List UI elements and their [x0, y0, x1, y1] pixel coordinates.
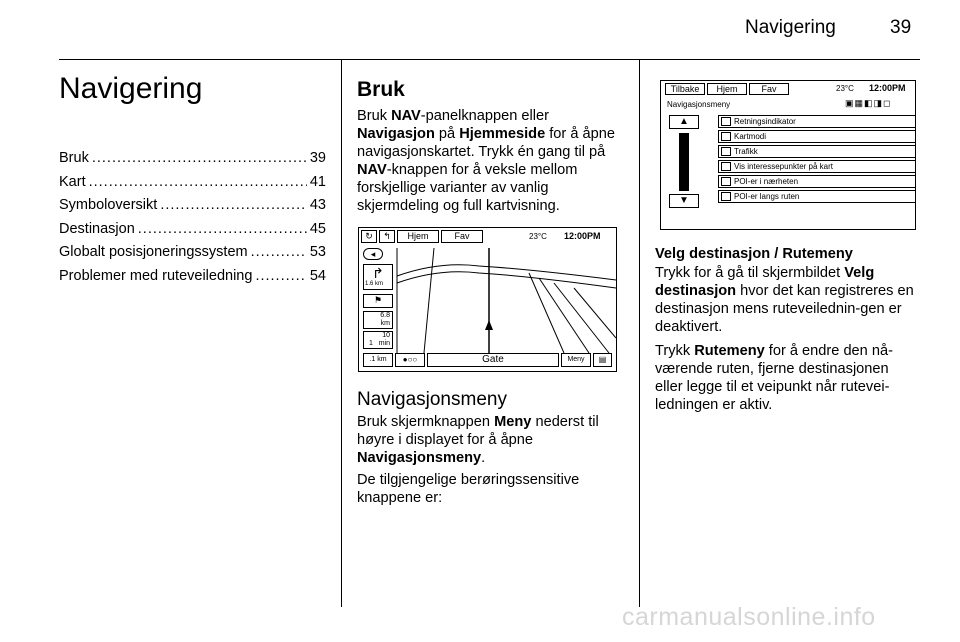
remaining-time-unit: min [378, 340, 390, 347]
speaker-icon[interactable]: ◂ [363, 248, 383, 260]
toc-entry-page: 43 [309, 197, 326, 213]
text-run: . [481, 450, 486, 466]
menu-item-label: Trafikk [734, 147, 758, 156]
bold-term: Hjemmeside [459, 126, 546, 142]
menu-item-icon [721, 192, 731, 201]
map-screen-figure [358, 227, 617, 372]
bruk-paragraph [357, 107, 629, 215]
menu-item-label: Vis interessepunkter på kart [734, 162, 834, 171]
toc-entry-page: 45 [309, 220, 326, 237]
bold-term: Velg destinasjon [655, 265, 875, 299]
toc-entry[interactable] [59, 244, 326, 260]
toc-entry[interactable] [59, 150, 326, 166]
scroll-down-button[interactable]: ▼ [669, 194, 699, 208]
toc-leader-dots [89, 174, 307, 190]
menu-screen-figure [660, 80, 916, 230]
text-run: Trykk for å gå til skjermbildet [655, 265, 845, 281]
menu-item-icon [721, 162, 731, 171]
menu-item-label: Kartmodi [734, 132, 767, 141]
toc-leader-dots [160, 197, 307, 213]
home-button[interactable]: Hjem [397, 230, 439, 243]
navmenu-paragraph-2: De tilgjengelige berøringssensitive knappene er: [357, 472, 580, 506]
toc-entry[interactable] [59, 221, 326, 237]
bold-term: Navigasjon [357, 126, 435, 142]
watermark: carmanualsonline.info [622, 603, 876, 631]
remaining-distance [363, 311, 393, 329]
toc-leader-dots [251, 244, 307, 260]
toc-entry-label: Destinasjon [59, 220, 135, 237]
toc-entry-page: 39 [309, 150, 326, 166]
fav-button[interactable]: Fav [749, 83, 789, 95]
remaining-time [363, 331, 393, 349]
page-number: 39 [890, 17, 912, 38]
remaining-distance-unit: km [380, 320, 390, 327]
navmenu-heading: Navigasjonsmeny [357, 389, 507, 410]
toc-entry-page: 54 [309, 267, 326, 284]
temperature: 23°C [529, 232, 547, 241]
toc-entry-label: Problemer med ruteveiledning [59, 267, 253, 284]
toc-entry-page: 41 [309, 173, 326, 190]
toc-leader-dots [92, 150, 307, 166]
menu-item[interactable] [718, 145, 916, 158]
next-turn-distance: 1.6 km [365, 281, 384, 287]
text-run: på [434, 126, 460, 142]
bold-term: NAV [357, 162, 387, 178]
bold-term: Rutemeny [694, 343, 765, 359]
home-button[interactable]: Hjem [707, 83, 747, 95]
toc-entry-page: 53 [309, 244, 326, 260]
street-name: Gate [427, 353, 559, 367]
scrollbar[interactable] [679, 133, 689, 191]
toc-entry[interactable] [59, 197, 326, 213]
bold-term: Meny [494, 414, 532, 430]
column-divider-2 [639, 59, 640, 607]
menu-item[interactable] [718, 190, 916, 203]
column-divider-1 [341, 59, 342, 607]
header-rule [59, 59, 920, 60]
remaining-distance-value: 6.8 [380, 312, 390, 319]
destmenu-paragraph-1 [655, 264, 920, 336]
toc-entry-label: Kart [59, 173, 86, 190]
bold-term: Navigasjonsmeny [357, 450, 482, 466]
text-run: Bruk skjermknappen [357, 414, 495, 430]
text-run: -knappen for å veksle mellom forskjellige varianter av vanlig skjermdeling og full kartvisning. [357, 162, 578, 214]
text-run: -panelknappen eller [420, 108, 549, 124]
remaining-time-prefix: 1 [368, 340, 373, 347]
toc-entry-label: Bruk [59, 150, 89, 166]
scroll-up-button[interactable]: ▲ [669, 115, 699, 129]
menu-title: Navigasjonsmeny [667, 100, 731, 109]
zoom-indicator[interactable]: ●○○ [395, 353, 425, 367]
menu-button[interactable]: Meny [561, 353, 591, 367]
bold-term: NAV [391, 108, 421, 124]
split-view-icon[interactable]: ▤ [593, 353, 612, 367]
destination-flag-icon: ⚑ [363, 294, 393, 308]
menu-item[interactable] [718, 175, 916, 188]
clock: 12:00PM [869, 83, 906, 93]
text-run: Bruk [357, 108, 392, 124]
navmenu-paragraph-1 [357, 413, 629, 467]
text-run: Trykk [655, 343, 695, 359]
map-roads-graphic [359, 228, 616, 371]
destmenu-paragraph-2 [655, 342, 920, 414]
toc-entry-label: Globalt posisjoneringssystem [59, 244, 248, 260]
temperature: 23°C [836, 84, 854, 93]
bruk-heading: Bruk [357, 78, 405, 101]
destmenu-heading: Velg destinasjon / Rutemeny [655, 246, 853, 262]
text-run: nederst til høyre i displayet for å åpne [357, 414, 599, 448]
menu-item-label: POI-er langs ruten [734, 192, 800, 201]
menu-item-label: POI-er i nærheten [734, 177, 799, 186]
clock: 12:00PM [564, 231, 601, 241]
refresh-icon[interactable]: ↻ [361, 230, 377, 243]
running-header-title: Navigering [745, 17, 836, 38]
fav-button[interactable]: Fav [441, 230, 483, 243]
menu-item[interactable] [718, 160, 916, 173]
remaining-time-value: 10 [382, 332, 390, 339]
toc-leader-dots [255, 268, 306, 284]
route-icon[interactable]: ↰ [379, 230, 395, 243]
toc-leader-dots [138, 221, 307, 237]
menu-item-label: Retningsindikator [734, 117, 796, 126]
toc-entry-label: Symboloversikt [59, 197, 158, 213]
section-title: Navigering [59, 72, 203, 105]
menu-item-icon [721, 132, 731, 141]
back-button[interactable]: Tilbake [665, 83, 705, 95]
toc-entry[interactable] [59, 268, 326, 284]
menu-item-icon [721, 177, 731, 186]
text-run: for å endre den nå-værende ruten, fjerne destinasjonen eller legge til et veipunkt når rutevei-ledningen er aktiv. [655, 343, 893, 413]
menu-item-icon [721, 147, 731, 156]
turn-right-icon: ↱ [363, 264, 393, 290]
menu-item[interactable] [718, 115, 916, 128]
scale-button[interactable]: .1 km [363, 353, 393, 367]
menu-item[interactable] [718, 130, 916, 143]
menu-icon-strip: ▣▦◧◨◻ [845, 98, 892, 108]
menu-item-icon [721, 117, 731, 126]
text-run: hvor det kan registreres en destinasjon mens ruteveilednin-gen er deaktivert. [655, 283, 914, 335]
toc-entry[interactable] [59, 174, 326, 190]
text-run: for å åpne navigasjonskartet. Trykk én gang til på [357, 126, 615, 160]
